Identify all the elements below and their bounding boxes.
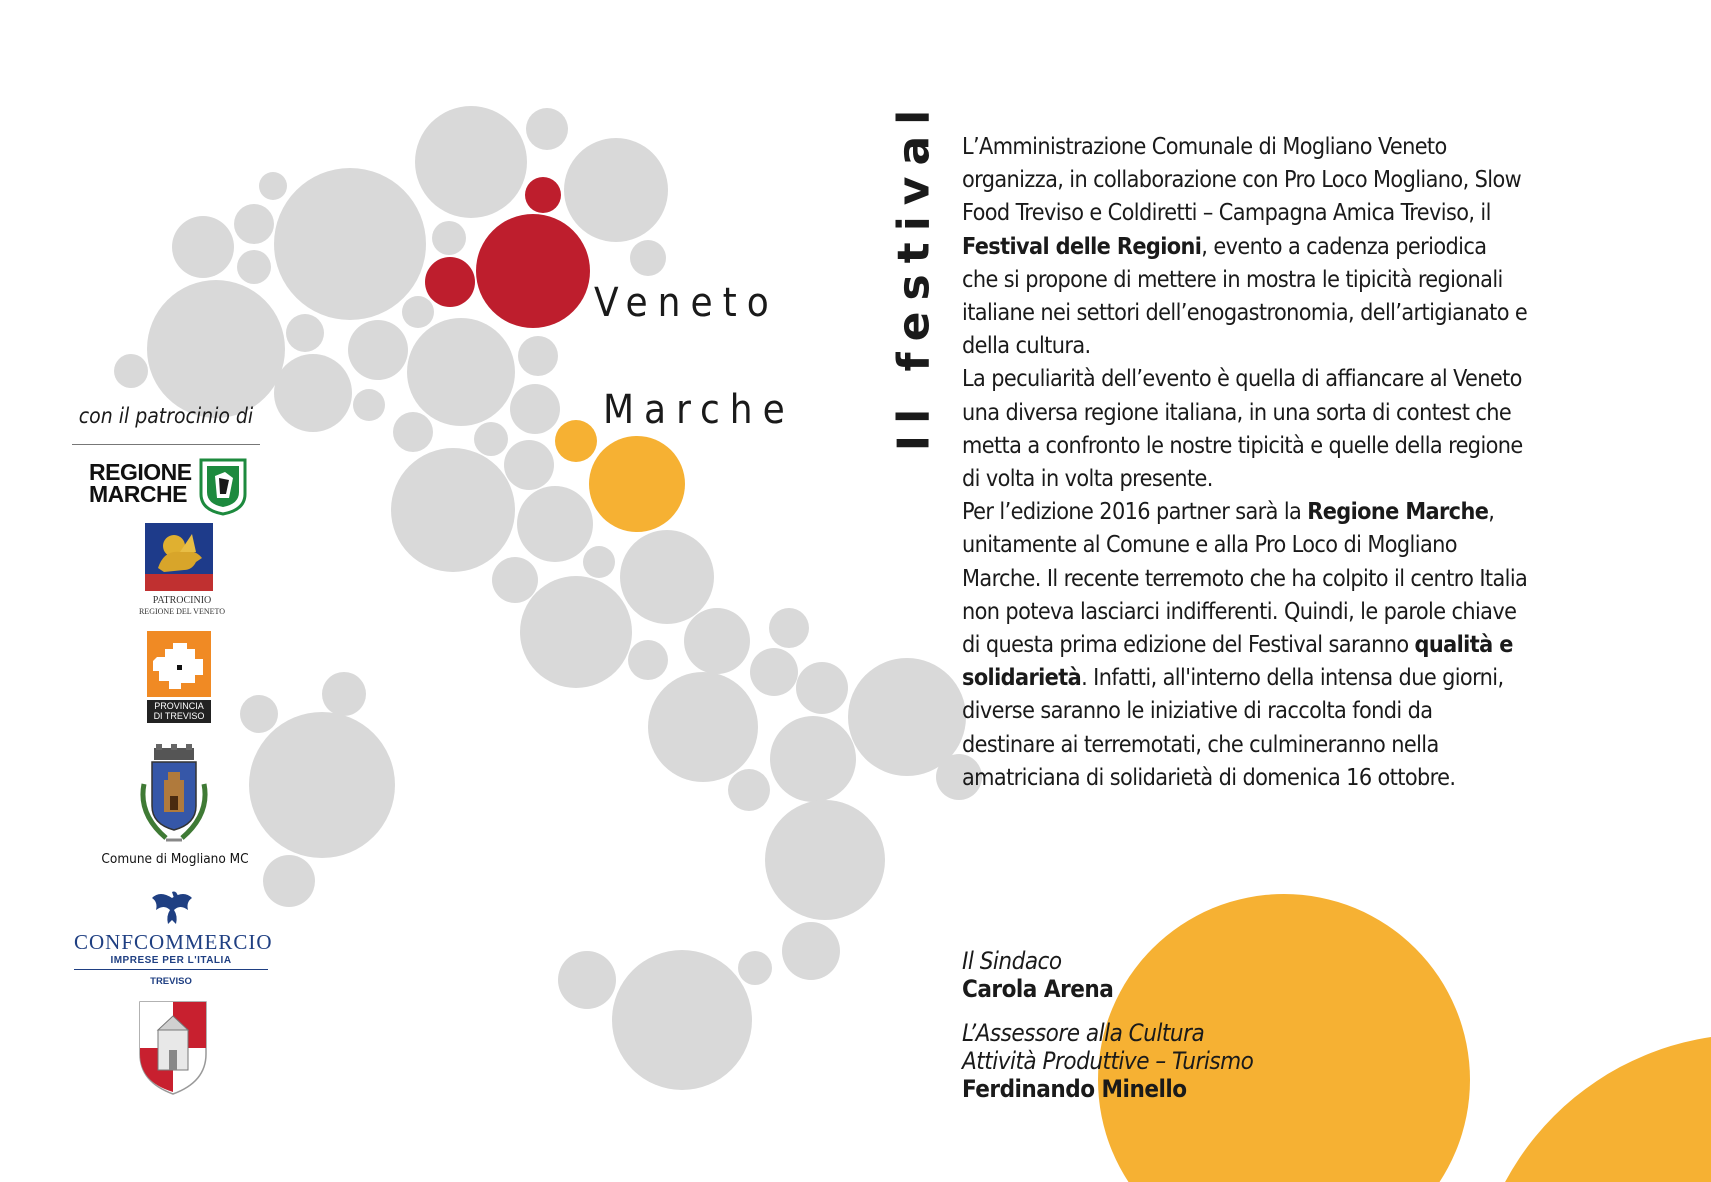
sindaco-signature	[962, 947, 1113, 1003]
map-dot	[738, 951, 772, 985]
map-dot	[684, 608, 750, 674]
map-dot	[402, 296, 434, 328]
map-dot	[620, 530, 714, 624]
festival-vertical-title	[888, 98, 940, 452]
patrocinio-label: con il patrocinio di	[78, 404, 254, 428]
p3-text: Per l’edizione 2016 partner sarà la	[962, 498, 1308, 526]
veneto-label: Veneto	[594, 280, 779, 326]
map-dot	[796, 662, 848, 714]
veneto-dot	[525, 177, 561, 213]
p3-bold-region: Regione Marche	[1307, 498, 1489, 526]
map-dot	[172, 216, 234, 278]
map-dot	[558, 951, 616, 1009]
patrocinio-divider	[72, 444, 260, 445]
paragraph-3	[962, 495, 1528, 794]
assessore-signature	[962, 1019, 1253, 1103]
regione-marche-emblem-icon	[199, 458, 247, 516]
regione-veneto-logo	[140, 522, 230, 614]
map-dot	[274, 354, 352, 432]
map-dot	[391, 448, 515, 572]
provincia-line2: DI TREVISO	[153, 711, 205, 721]
map-dot	[769, 608, 809, 648]
map-dot	[750, 648, 798, 696]
provincia-line1: PROVINCIA	[154, 701, 204, 711]
veneto-caption-line2: REGIONE DEL VENETO	[138, 607, 226, 616]
comune-mogliano-caption: Comune di Mogliano MC	[101, 851, 249, 867]
comune-mogliano-crest	[136, 744, 212, 848]
map-dot	[237, 250, 271, 284]
marche-dot	[589, 436, 685, 532]
regione-marche-line1: REGIONE	[89, 459, 192, 485]
map-dot	[583, 546, 615, 578]
confcommercio-eagle-icon	[150, 888, 194, 928]
paragraph-2: La peculiarità dell’evento è quella di affiancare al Veneto una diversa regione italiana, in una sorta di contest che metta a confronto le nostre tipicità e quelle della regione di volta in volta presente.	[962, 365, 1523, 493]
p3-bold-keywords: qualità e solidarietà	[962, 631, 1513, 692]
festival-title-text: Il festival	[888, 98, 940, 452]
map-dot	[770, 716, 856, 802]
map-dot	[517, 486, 593, 562]
map-dot	[322, 672, 366, 716]
sindaco-role: Il Sindaco	[962, 947, 1062, 975]
regione-marche-line2: MARCHE	[89, 481, 187, 507]
map-dot	[518, 336, 558, 376]
map-dot	[526, 108, 568, 150]
map-dot	[286, 314, 324, 352]
map-dot	[249, 712, 395, 858]
decorative-yellow-circle	[1472, 1034, 1711, 1182]
paragraph-1	[962, 130, 1528, 362]
map-dot	[114, 354, 148, 388]
map-dot	[504, 440, 554, 490]
veneto-caption-line1: PATROCINIO	[152, 595, 212, 606]
provincia-treviso-emblem-icon	[147, 631, 211, 697]
p1-text: L’Amministrazione Comunale di Mogliano Veneto organizza, in collaborazione con Pro Loco Mogliano, Slow Food Treviso e Coldiretti – Campagna Amica Treviso, il	[962, 133, 1522, 227]
confcommercio-logo	[74, 930, 273, 987]
map-dot	[353, 389, 385, 421]
map-dot	[648, 672, 758, 782]
regione-marche-logo	[89, 458, 249, 516]
map-dot	[432, 221, 466, 255]
assessore-role-2: Attività Produttive – Turismo	[962, 1047, 1254, 1075]
map-dot	[492, 557, 538, 603]
map-dot	[630, 240, 666, 276]
p3-text-mid: , unitamente al Comune e alla Pro Loco di Mogliano Marche. Il recente terremoto che ha colpito il centro Italia non poteva lasciarci indifferenti. Quindi, le parole chiave di questa prima edizione del Festival saranno	[962, 498, 1528, 659]
map-dot	[259, 172, 287, 200]
map-dot	[263, 855, 315, 907]
sindaco-name: Carola Arena	[962, 975, 1114, 1003]
pro-loco-logo	[136, 998, 210, 1096]
provincia-treviso-logo	[147, 631, 211, 697]
map-dot	[612, 950, 752, 1090]
map-dot	[765, 800, 885, 920]
marche-label: Marche	[603, 387, 795, 433]
festival-description	[962, 130, 1528, 794]
mogliano-crest-icon	[136, 744, 212, 848]
map-dot	[407, 318, 515, 426]
map-dot	[628, 640, 668, 680]
confcommercio-line1: CONFCOMMERCIO	[74, 930, 273, 954]
map-dot	[348, 320, 408, 380]
marche-dot	[555, 420, 597, 462]
map-dot	[564, 138, 668, 242]
map-dot	[240, 695, 278, 733]
veneto-dot	[425, 257, 475, 307]
lion-of-saint-mark-icon	[144, 522, 214, 592]
p3-text-end: . Infatti, all'interno della intensa due giorni, diverse saranno le iniziative di raccolta fondi da destinare ai terremotati, che culmineranno nella amatriciana di solidarietà di domenica 16 ottobre.	[962, 664, 1504, 791]
map-dot	[520, 576, 632, 688]
p1-text-end: , evento a cadenza periodica che si propone di mettere in mostra le tipicità regionali italiane nei settori dell’enogastronomia, dell’artigianato e della cultura.	[962, 232, 1528, 360]
confcommercio-line2: IMPRESE PER L'ITALIA	[74, 955, 268, 970]
map-dot	[510, 384, 560, 434]
provincia-treviso-caption	[147, 700, 211, 723]
map-dot	[393, 412, 433, 452]
map-dot	[234, 204, 274, 244]
map-dot	[474, 422, 508, 456]
map-dot	[415, 106, 527, 218]
confcommercio-line3: TREVISO	[150, 976, 192, 987]
map-dot	[147, 280, 285, 418]
assessore-name: Ferdinando Minello	[962, 1075, 1187, 1103]
p1-bold: Festival delle Regioni	[962, 232, 1202, 260]
map-dot	[728, 769, 770, 811]
map-dot	[274, 168, 426, 320]
veneto-dot	[476, 214, 590, 328]
assessore-role-1: L’Assessore alla Cultura	[962, 1019, 1205, 1047]
map-dot	[782, 922, 840, 980]
